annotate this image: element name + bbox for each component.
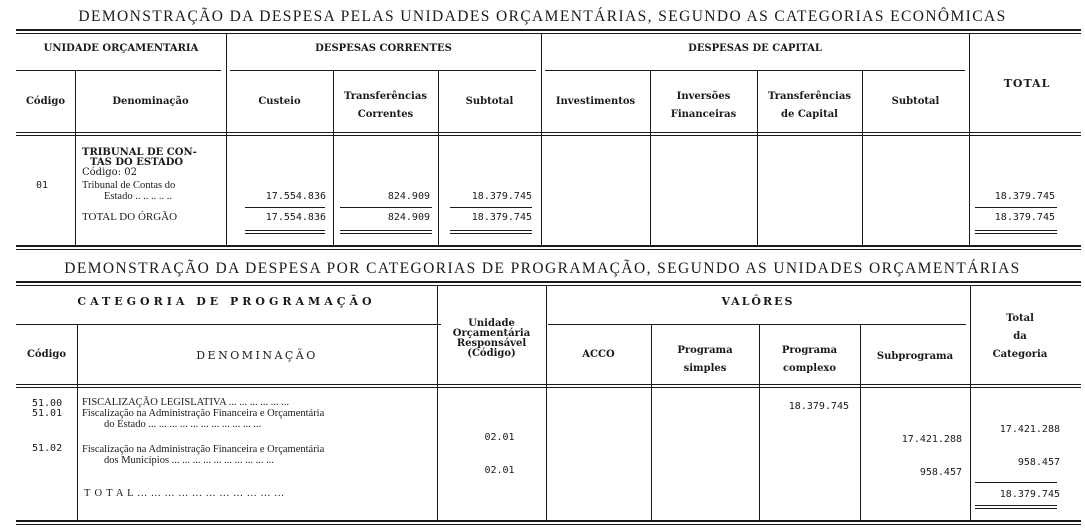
header-transf-capital-line2: de Capital <box>781 109 838 120</box>
header-despesas-capital: DESPESAS DE CAPITAL <box>688 43 822 54</box>
header-transf-correntes-line1: Transferências <box>344 91 427 102</box>
header-transf-correntes <box>333 88 438 124</box>
header-subtotal: Subtotal <box>465 96 514 107</box>
r2-den-line1: Fiscalização na Administração Financeira e Orçamentária <box>82 408 325 419</box>
header-total-line1: Total <box>1006 313 1034 324</box>
r3-subprograma: 958.457 <box>919 467 962 478</box>
row-den-line1: Tribunal de Contas do <box>82 180 176 191</box>
total-custeio: 17.554.836 <box>265 212 326 223</box>
header-categoria: CATEGORIA DE PROGRAMAÇÃO <box>77 295 376 308</box>
header-valores: VALÔRES <box>721 295 795 308</box>
header-subprograma: Subprograma <box>876 351 954 362</box>
total-total: 18.379.745 <box>994 212 1055 223</box>
t2-total-label: T O T A L ... ... ... ... ... ... ... ... ... ... ... <box>84 488 285 499</box>
header-total-line3: Categoria <box>992 349 1048 360</box>
header-complexo-line2: complexo <box>782 363 837 374</box>
header-transf-capital <box>757 88 862 124</box>
r1-denominacao: FISCALIZAÇÃO LEGISLATIVA ... ... ... ... ... ... <box>82 397 290 408</box>
header-custeio: Custeio <box>258 96 301 107</box>
total-subtotal: 18.379.745 <box>471 212 532 223</box>
header-despesas-correntes: DESPESAS CORRENTES <box>315 43 452 54</box>
header-denominacao: Denominação <box>112 96 189 107</box>
header-simples-line2: simples <box>683 363 727 374</box>
r1-codigo: 51.00 <box>32 398 63 409</box>
header-codigo: Código <box>25 96 66 107</box>
row-codigo: 01 <box>36 180 49 191</box>
header-inversoes-line1: Inversões <box>676 91 731 102</box>
header-programa-simples <box>651 342 759 378</box>
row-transf-correntes: 824.909 <box>387 191 430 202</box>
row-denominacao <box>82 180 175 202</box>
header-total-categoria <box>970 310 1070 364</box>
r2-unidade: 02.01 <box>484 432 515 443</box>
orgao-line1: TRIBUNAL DE CON- <box>82 147 197 158</box>
header-unidade-line4: (Código) <box>467 348 516 359</box>
header-acco: ACCO <box>582 349 615 360</box>
header-codigo2: Código <box>26 349 67 360</box>
r2-den-line2: do Estado ... ... ... ... ... ... ... ... ... ... ... <box>104 419 262 431</box>
r3-den-line2: dos Municípios ... ... ... ... ... ... ... ... ... ... <box>104 455 275 467</box>
header-programa-complexo <box>759 342 860 378</box>
row-custeio: 17.554.836 <box>265 191 326 202</box>
r2-denominacao <box>82 408 324 430</box>
header-subtotal-capital: Subtotal <box>891 96 940 107</box>
header-transf-capital-line1: Transferências <box>768 91 851 102</box>
header-inversoes <box>650 88 757 124</box>
table2-title: DEMONSTRAÇÃO DA DESPESA POR CATEGORIAS DE PROGRAMAÇÃO, SEGUNDO AS UNIDADES ORÇAMENTÁRIAS <box>64 260 1021 277</box>
orgao-name <box>82 148 197 178</box>
header-complexo-line1: Programa <box>781 345 838 356</box>
r3-denominacao <box>82 444 324 466</box>
header-total: TOTAL <box>1003 77 1051 90</box>
r2-subprograma: 17.421.288 <box>901 434 962 445</box>
header-unidade-line2: Orçamentária <box>452 328 531 339</box>
header-unidade-line3: Responsável <box>456 338 527 349</box>
table1-title: DEMONSTRAÇÃO DA DESPESA PELAS UNIDADES ORÇAMENTÁRIAS, SEGUNDO AS CATEGORIAS ECONÔMICAS <box>78 8 1007 25</box>
r1-programa-complexo: 18.379.745 <box>788 401 849 412</box>
r3-den-line1: Fiscalização na Administração Financeira e Orçamentária <box>82 444 325 455</box>
total-transf-correntes: 824.909 <box>387 212 430 223</box>
header-unidade-responsavel <box>437 319 546 359</box>
r3-total: 958.457 <box>1017 457 1060 468</box>
orgao-codigo: Código: 02 <box>82 167 137 178</box>
total-orgao-label: TOTAL DO ÓRGÃO <box>82 211 178 223</box>
orgao-line2: TAS DO ESTADO <box>90 157 184 168</box>
t2-total-value: 18.379.745 <box>999 489 1060 500</box>
header-simples-line1: Programa <box>677 345 733 356</box>
header-unidade-line1: Unidade <box>468 318 515 329</box>
header-investimentos: Investimentos <box>555 96 636 107</box>
row-den-line2: Estado .. .. .. .. .. <box>104 191 172 203</box>
header-denominacao2: DENOMINAÇÃO <box>196 349 318 362</box>
row-subtotal: 18.379.745 <box>471 191 532 202</box>
row-total: 18.379.745 <box>994 191 1055 202</box>
r2-total: 17.421.288 <box>999 424 1060 435</box>
r3-unidade: 02.01 <box>484 465 515 476</box>
header-unidade: UNIDADE ORÇAMENTARIA <box>43 43 199 54</box>
r3-codigo: 51.02 <box>32 443 63 454</box>
header-transf-correntes-line2: Correntes <box>357 109 414 120</box>
header-inversoes-line2: Financeiras <box>670 109 737 120</box>
header-total-line2: da <box>1013 331 1027 342</box>
r2-codigo: 51.01 <box>32 408 63 419</box>
